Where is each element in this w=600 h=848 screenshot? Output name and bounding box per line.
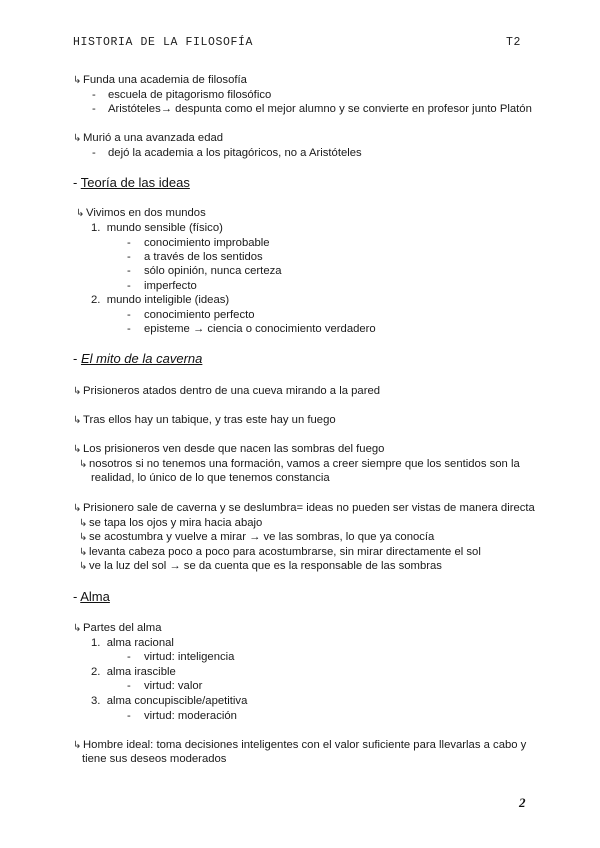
dash-bullet: - [127, 280, 131, 292]
list-item: virtud: valor [144, 680, 203, 692]
list-item: virtud: moderación [144, 710, 237, 722]
list-item: virtud: inteligencia [144, 651, 235, 663]
dash-bullet: - [92, 147, 96, 159]
arrow-icon: ↳ [73, 623, 82, 634]
dash-bullet: - [127, 710, 131, 722]
list-item: escuela de pitagorismo filosófico [108, 89, 272, 101]
note-line: ↳ Prisioneros atados dentro de una cueva mirando a la pared [73, 385, 381, 397]
numbered-item: 2. alma irascible [91, 666, 176, 678]
section-heading-cave: - El mito de la caverna [73, 351, 203, 366]
arrow-icon: ↳ [79, 547, 88, 558]
arrow-icon: ↳ [73, 503, 82, 514]
arrow-icon: ↳ [73, 386, 82, 397]
arrow-icon: ↳ [73, 133, 82, 144]
note-line: ↳ Partes del alma [73, 622, 162, 634]
page-number: 2 [519, 795, 526, 810]
numbered-item: 3. alma concupiscible/apetitiva [91, 695, 248, 707]
dash-bullet: - [127, 265, 131, 277]
note-subline: ↳ levanta cabeza poco a poco para acostumbrarse, sin mirar directamente el sol [79, 546, 481, 558]
document-header-title: HISTORIA DE LA FILOSOFÍA [73, 36, 254, 49]
list-item: episteme → ciencia o conocimiento verdadero [144, 323, 376, 335]
note-subline: ↳ ve la luz del sol → se da cuenta que es la responsable de las sombras [79, 560, 442, 572]
note-line: ↳ Vivimos en dos mundos [76, 207, 206, 219]
section-heading-soul: - Alma [73, 589, 110, 604]
dash-bullet: - [127, 309, 131, 321]
arrow-icon: ↳ [76, 208, 85, 219]
list-item: conocimiento perfecto [144, 309, 255, 321]
note-subline: ↳ nosotros si no tenemos una formación, vamos a creer siempre que los sentidos son la [79, 458, 520, 470]
dash-bullet: - [127, 651, 131, 663]
section-heading-ideas: - Teoría de las ideas [73, 175, 190, 190]
numbered-item: 1. mundo sensible (físico) [91, 222, 223, 234]
note-line: ↳ Prisionero sale de caverna y se deslumbra= ideas no pueden ser vistas de manera directa [73, 502, 535, 514]
dash-bullet: - [127, 237, 131, 249]
note-subline: ↳ se tapa los ojos y mira hacia abajo [79, 517, 263, 529]
list-item: conocimiento improbable [144, 237, 270, 249]
arrow-icon: ↳ [73, 75, 82, 86]
note-line: ↳ Hombre ideal: toma decisiones inteligentes con el valor suficiente para llevarlas a cabo y [73, 739, 527, 751]
list-item: Aristóteles→ despunta como el mejor alumno y se convierte en profesor junto Platón [108, 103, 532, 115]
note-continuation: tiene sus deseos moderados [82, 753, 227, 765]
note-line: ↳ Tras ellos hay un tabique, y tras este hay un fuego [73, 414, 336, 426]
note-continuation: realidad, lo único de lo que tenemos constancia [91, 472, 330, 484]
dash-bullet: - [127, 323, 131, 335]
list-item: a través de los sentidos [144, 251, 263, 263]
note-line: ↳ Funda una academia de filosofía [73, 74, 247, 86]
list-item: dejó la academia a los pitagóricos, no a Aristóteles [108, 147, 362, 159]
arrow-icon: ↳ [79, 518, 88, 529]
dash-bullet: - [127, 251, 131, 263]
document-header-code: T2 [506, 36, 522, 49]
dash-bullet: - [127, 680, 131, 692]
arrow-icon: ↳ [73, 415, 82, 426]
note-line: ↳ Murió a una avanzada edad [73, 132, 224, 144]
arrow-icon: ↳ [73, 740, 82, 751]
dash-bullet: - [92, 89, 96, 101]
note-line: ↳ Los prisioneros ven desde que nacen las sombras del fuego [73, 443, 385, 455]
dash-bullet: - [92, 103, 96, 115]
arrow-icon: ↳ [79, 532, 88, 543]
numbered-item: 1. alma racional [91, 637, 174, 649]
list-item: sólo opinión, nunca certeza [144, 265, 282, 277]
arrow-icon: ↳ [79, 459, 88, 470]
note-subline: ↳ se acostumbra y vuelve a mirar → ve las sombras, lo que ya conocía [79, 531, 435, 543]
list-item: imperfecto [144, 280, 197, 292]
arrow-icon: ↳ [79, 561, 88, 572]
arrow-icon: ↳ [73, 444, 82, 455]
numbered-item: 2. mundo inteligible (ideas) [91, 294, 230, 306]
